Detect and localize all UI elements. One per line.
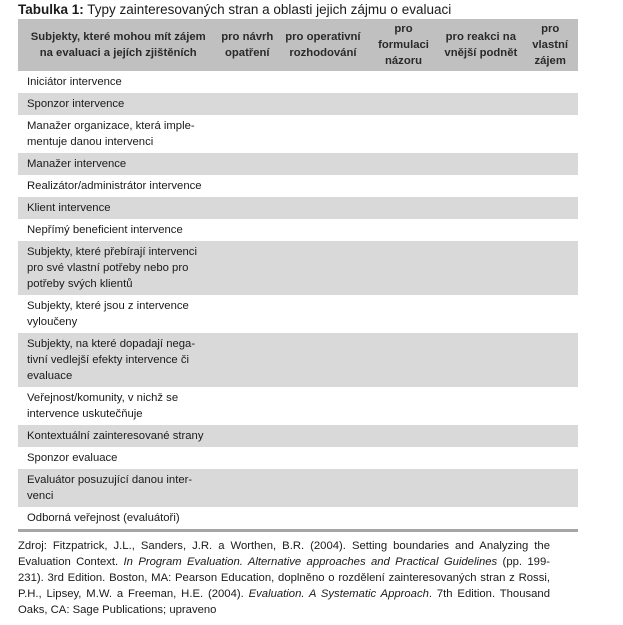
interest-cell	[216, 507, 278, 531]
caption-title: Typy zainteresovaných stran a oblasti jejich zájmu o evaluaci	[83, 2, 452, 17]
subject-cell: Sponzor intervence	[18, 93, 216, 115]
interest-cell	[368, 469, 440, 507]
table-row	[18, 71, 578, 93]
subject-cell: Subjekty, které přebírají intervenci pro své vlastní potřeby nebo pro potřeby svých klientů	[18, 241, 216, 295]
table-row	[18, 447, 578, 469]
interest-cell	[368, 71, 440, 93]
interest-cell	[522, 333, 578, 387]
interest-cell	[278, 425, 368, 447]
interest-cell	[278, 295, 368, 333]
interest-cell	[278, 197, 368, 219]
interest-cell	[368, 93, 440, 115]
interest-cell	[439, 93, 522, 115]
table-row	[18, 507, 578, 531]
column-header-subjects: Subjekty, které mohou mít zájem na evaluaci a jejích zjištěních	[18, 19, 216, 71]
interest-cell	[439, 333, 522, 387]
table-header-row	[18, 19, 578, 71]
subject-cell: Veřejnost/komunity, v nichž se intervence uskutečňuje	[18, 387, 216, 425]
interest-cell	[368, 115, 440, 153]
source-text: (pp. 199-231). 3rd Edition. Boston, MA: Pearson Education, doplněno o rozdělení zainteresovaných stran z Rossi, P.H., Lipsey, M.W. a Freeman, H.E. (2004).	[18, 556, 550, 600]
table-row	[18, 241, 578, 295]
interest-cell	[216, 115, 278, 153]
interest-cell	[439, 425, 522, 447]
table-row	[18, 425, 578, 447]
interest-cell	[278, 507, 368, 531]
source-text: . 7th Edition. Thousand Oaks, CA: Sage Publications; upraveno	[18, 588, 550, 616]
interest-cell	[216, 447, 278, 469]
interest-cell	[278, 469, 368, 507]
table-row	[18, 153, 578, 175]
interest-cell	[278, 71, 368, 93]
table-caption	[18, 1, 451, 19]
source-note	[18, 538, 550, 618]
interest-cell	[368, 507, 440, 531]
caption-label: Tabulka 1:	[18, 2, 84, 17]
interest-cell	[278, 387, 368, 425]
interest-cell	[216, 469, 278, 507]
interest-cell	[522, 469, 578, 507]
interest-cell	[216, 241, 278, 295]
table-row	[18, 469, 578, 507]
interest-cell	[439, 175, 522, 197]
source-book-title: In Program Evaluation. Alternative approaches and Practical Guidelines	[123, 556, 498, 568]
source-text: Zdroj: Fitzpatrick, J.L., Sanders, J.R. a Worthen, B.R. (2004). Setting boundaries and Analyzing the Evaluation Context.	[18, 540, 550, 568]
interest-cell	[278, 241, 368, 295]
subject-cell: Subjekty, které jsou z intervence vyloučeny	[18, 295, 216, 333]
table-row	[18, 219, 578, 241]
interest-cell	[522, 507, 578, 531]
interest-cell	[522, 71, 578, 93]
subject-cell: Iniciátor intervence	[18, 71, 216, 93]
interest-cell	[439, 197, 522, 219]
interest-cell	[278, 175, 368, 197]
subject-cell: Sponzor evaluace	[18, 447, 216, 469]
interest-cell	[368, 447, 440, 469]
interest-cell	[368, 241, 440, 295]
table-row	[18, 333, 578, 387]
interest-cell	[368, 425, 440, 447]
interest-cell	[368, 197, 440, 219]
interest-cell	[439, 447, 522, 469]
interest-cell	[368, 219, 440, 241]
subject-cell: Manažer intervence	[18, 153, 216, 175]
interest-cell	[216, 295, 278, 333]
interest-cell	[439, 295, 522, 333]
interest-cell	[522, 197, 578, 219]
interest-cell	[522, 241, 578, 295]
subject-cell: Realizátor/administrátor intervence	[18, 175, 216, 197]
interest-cell	[522, 295, 578, 333]
interest-cell	[439, 387, 522, 425]
interest-cell	[278, 115, 368, 153]
interest-cell	[216, 219, 278, 241]
stakeholder-table	[18, 19, 578, 532]
interest-cell	[216, 71, 278, 93]
interest-cell	[278, 333, 368, 387]
table-row	[18, 115, 578, 153]
interest-cell	[522, 387, 578, 425]
interest-cell	[216, 93, 278, 115]
interest-cell	[368, 295, 440, 333]
interest-cell	[216, 153, 278, 175]
interest-cell	[439, 153, 522, 175]
subject-cell: Evaluátor posuzující danou inter-venci	[18, 469, 216, 507]
interest-cell	[216, 197, 278, 219]
source-book-title: Evaluation. A Systematic Approach	[248, 588, 429, 600]
subject-cell: Klient intervence	[18, 197, 216, 219]
interest-cell	[439, 115, 522, 153]
interest-cell	[439, 507, 522, 531]
subject-cell: Subjekty, na které dopadají nega-tivní vedlejší efekty intervence či evaluace	[18, 333, 216, 387]
column-header-own-interest: pro vlastní zájem	[522, 19, 578, 71]
column-header-external: pro reakci na vnější podnět	[439, 19, 522, 71]
subject-cell: Nepřímý beneficient intervence	[18, 219, 216, 241]
table-row	[18, 295, 578, 333]
interest-cell	[439, 219, 522, 241]
interest-cell	[368, 175, 440, 197]
column-header-measures: pro návrh opatření	[216, 19, 278, 71]
interest-cell	[278, 219, 368, 241]
interest-cell	[368, 333, 440, 387]
interest-cell	[522, 219, 578, 241]
interest-cell	[522, 447, 578, 469]
subject-cell: Kontextuální zainteresované strany	[18, 425, 216, 447]
interest-cell	[216, 333, 278, 387]
interest-cell	[439, 241, 522, 295]
table-row	[18, 175, 578, 197]
interest-cell	[522, 115, 578, 153]
interest-cell	[216, 425, 278, 447]
interest-cell	[522, 175, 578, 197]
column-header-operational: pro operativní rozhodování	[278, 19, 368, 71]
interest-cell	[216, 175, 278, 197]
interest-cell	[368, 153, 440, 175]
interest-cell	[439, 469, 522, 507]
subject-cell: Manažer organizace, která imple-mentuje danou intervenci	[18, 115, 216, 153]
interest-cell	[216, 387, 278, 425]
subject-cell: Odborná veřejnost (evaluátoři)	[18, 507, 216, 531]
table-row	[18, 387, 578, 425]
table-row	[18, 197, 578, 219]
interest-cell	[522, 93, 578, 115]
interest-cell	[278, 93, 368, 115]
table-row	[18, 93, 578, 115]
interest-cell	[522, 153, 578, 175]
interest-cell	[278, 447, 368, 469]
interest-cell	[439, 71, 522, 93]
column-header-opinion: pro formulaci názoru	[368, 19, 440, 71]
interest-cell	[368, 387, 440, 425]
interest-cell	[522, 425, 578, 447]
interest-cell	[278, 153, 368, 175]
